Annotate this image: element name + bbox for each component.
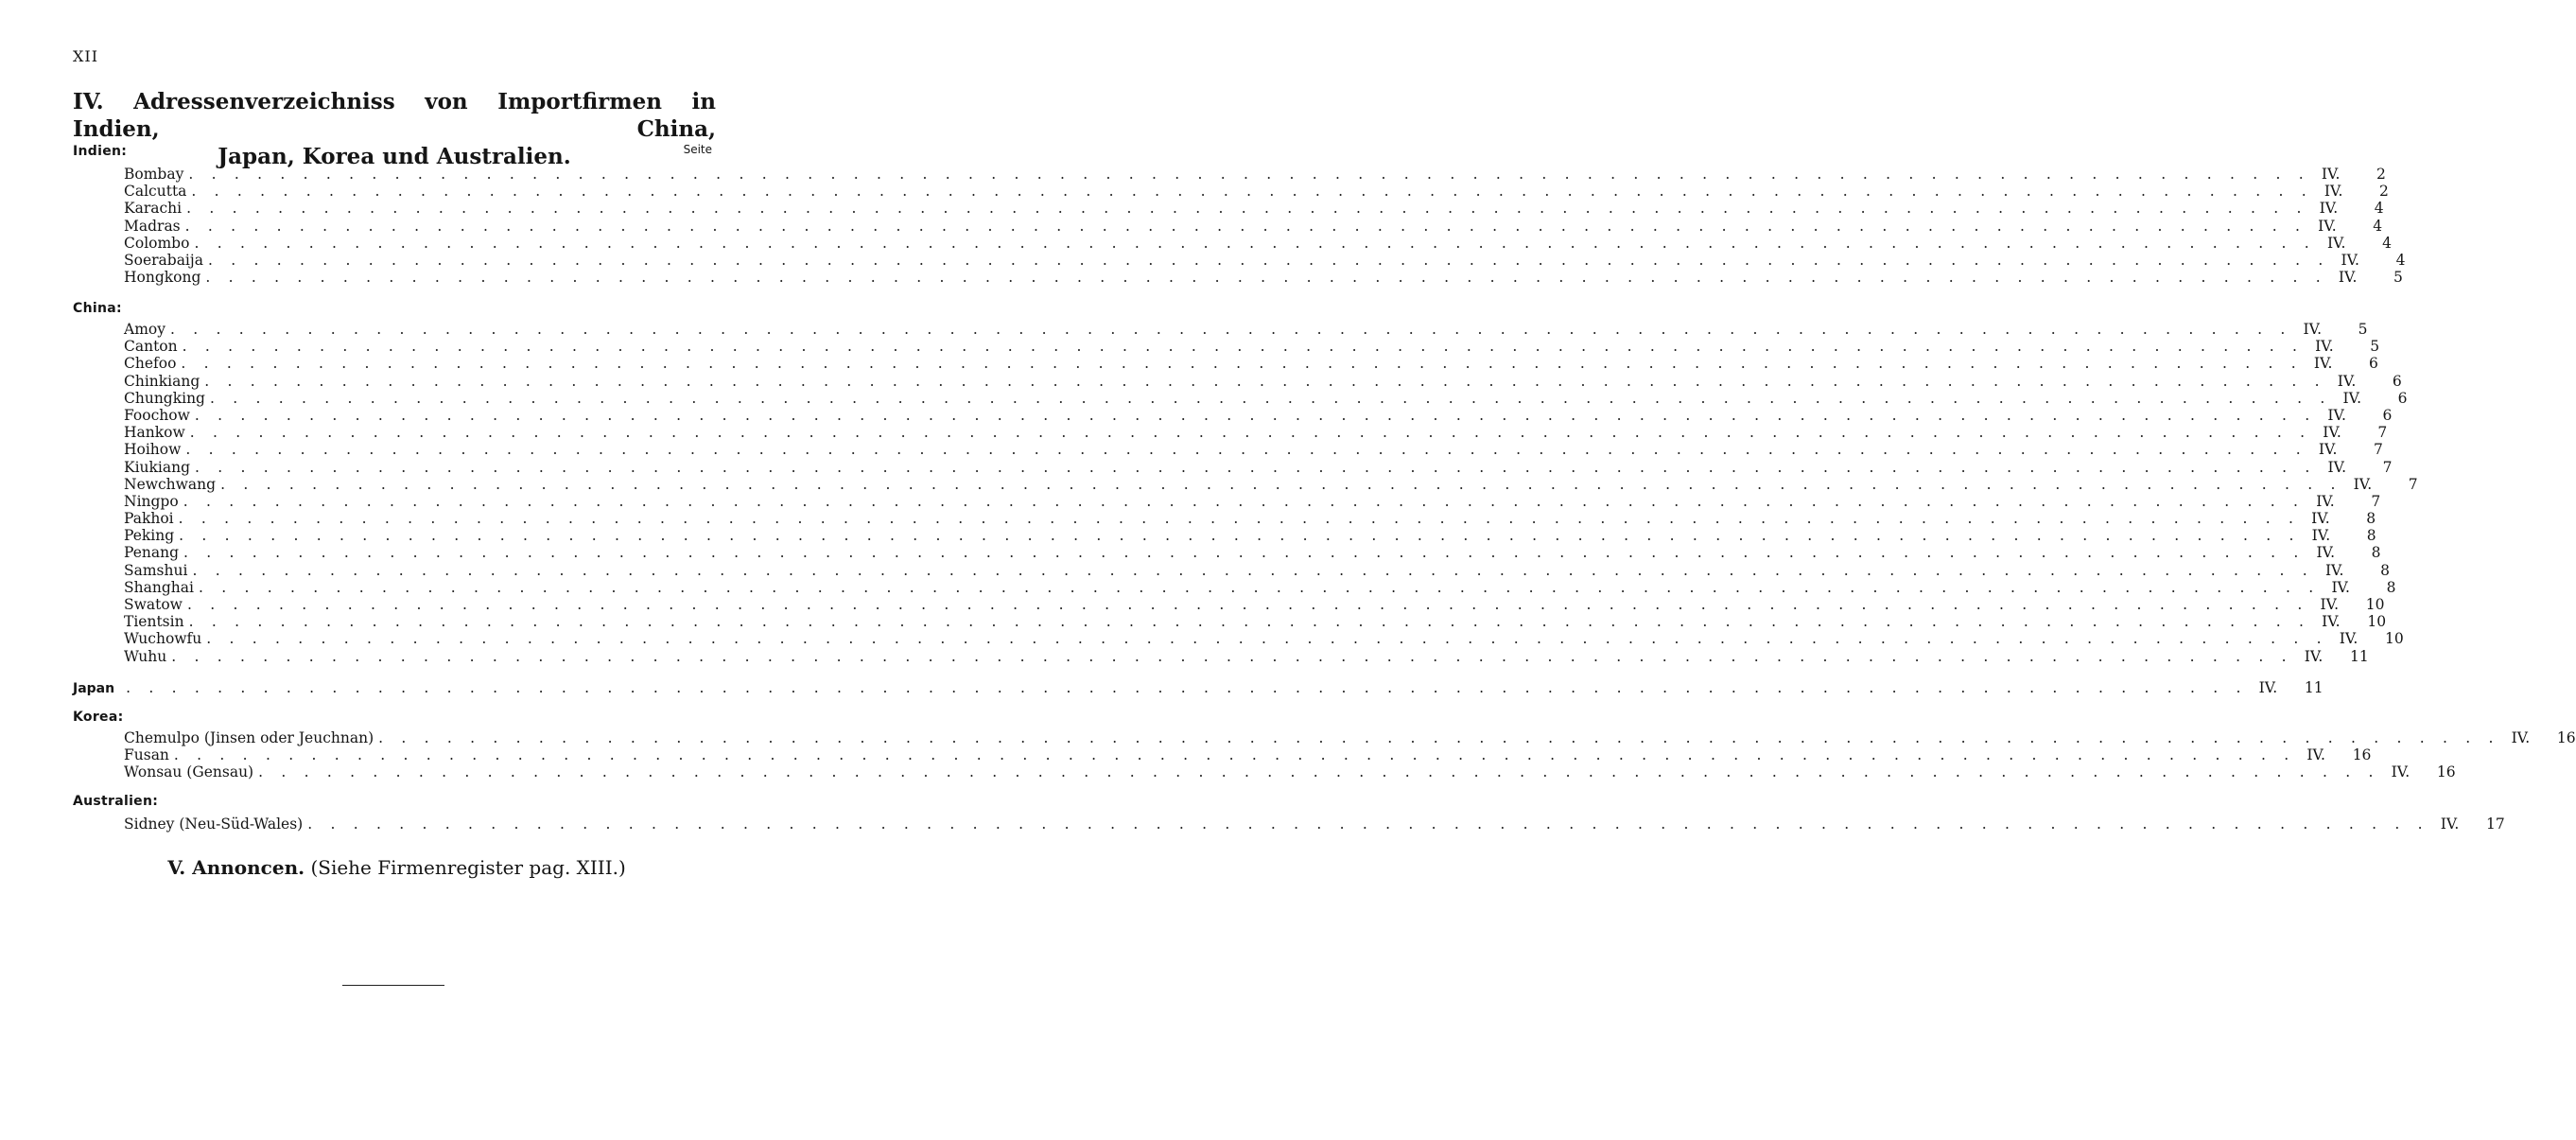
entry-volume: IV.: [2337, 372, 2357, 390]
region-label-china: China:: [73, 301, 122, 316]
entry-name: Karachi: [124, 200, 186, 217]
entry-page: 11: [2350, 647, 2369, 665]
japan-entry-list: [73, 679, 2324, 696]
list-item: [124, 763, 2456, 781]
seite-column-label: Seite: [683, 143, 712, 156]
dot-leader: . . . . . . . . . . . . . . . . . . . . . . . . . . . . . . . . . . . . . . . . . . . . . . . . . . . . . . . . . . . . . . . . . . . . . . . . . . . . . . . . . . . . . . . . . . . . .: [207, 251, 2330, 269]
dot-leader: . . . . . . . . . . . . . . . . . . . . . . . . . . . . . . . . . . . . . . . . . . . . . . . . . . . . . . . . . . . . . . . . . . . . . . . . . . . . . . . . . . . . . . . . . . . . .: [126, 679, 2248, 696]
dot-leader: . . . . . . . . . . . . . . . . . . . . . . . . . . . . . . . . . . . . . . . . . . . . . . . . . . . . . . . . . . . . . . . . . . . . . . . . . . . . . . . . . . . . . . . . . . . . .: [186, 200, 2308, 218]
entry-page: 4: [2374, 200, 2384, 218]
entry-page: 16: [2352, 746, 2372, 764]
entry-page: 7: [2382, 458, 2393, 476]
entry-volume: IV.: [2321, 166, 2341, 183]
entry-name: Foochow: [124, 407, 195, 424]
dot-leader: . . . . . . . . . . . . . . . . . . . . . . . . . . . . . . . . . . . . . . . . . . . . . . . . . . . . . . . . . . . . . . . . . . . . . . . . . . . . . . . . . . . . . . . . . . . . .: [181, 355, 2303, 373]
entry-volume: IV.: [2303, 321, 2323, 338]
entry-page: 2: [2376, 166, 2386, 183]
entry-name: Ningpo: [124, 493, 183, 510]
dot-leader: . . . . . . . . . . . . . . . . . . . . . . . . . . . . . . . . . . . . . . . . . . . . . . . . . . . . . . . . . . . . . . . . . . . . . . . . . . . . . . . . . . . . . . . . . . . . .: [188, 166, 2310, 183]
entry-name: Calcutta: [124, 183, 191, 200]
region-label-indien: Indien:: [73, 144, 128, 159]
dot-leader: . . . . . . . . . . . . . . . . . . . . . . . . . . . . . . . . . . . . . . . . . . . . . . . . . . . . . . . . . . . . . . . . . . . . . . . . . . . . . . . . . . . . . . . . . . . . .: [258, 763, 2380, 781]
entry-volume: IV.: [2341, 251, 2359, 269]
dot-leader: . . . . . . . . . . . . . . . . . . . . . . . . . . . . . . . . . . . . . . . . . . . . . . . . . . . . . . . . . . . . . . . . . . . . . . . . . . . . . . . . . . . . . . . . . . . . .: [191, 183, 2313, 201]
entry-volume: IV.: [2306, 746, 2325, 764]
entry-volume: IV.: [2391, 763, 2411, 781]
entry-name: Bombay: [124, 166, 188, 183]
annoncen-title: V. Annoncen.: [167, 856, 305, 879]
entry-page: 6: [2382, 406, 2393, 424]
entry-name: Fusan: [124, 746, 174, 763]
dot-leader: . . . . . . . . . . . . . . . . . . . . . . . . . . . . . . . . . . . . . . . . . . . . . . . . . . . . . . . . . . . . . . . . . . . . . . . . . . . . . . . . . . . . . . . . . . . . .: [194, 406, 2317, 424]
entry-page: 4: [2395, 251, 2406, 269]
entry-name: Samshui: [124, 562, 192, 579]
dot-leader: . . . . . . . . . . . . . . . . . . . . . . . . . . . . . . . . . . . . . . . . . . . . . . . . . . . . . . . . . . . . . . . . . . . . . . . . . . . . . . . . . . . . . . . . . . . . .: [378, 729, 2500, 746]
entry-page: 8: [2380, 561, 2390, 579]
list-item: [124, 372, 2402, 390]
list-item: [124, 458, 2393, 476]
list-item: [124, 251, 2406, 269]
list-item: [124, 441, 2383, 459]
entry-page: 5: [2370, 338, 2380, 356]
entry-name: Hankow: [124, 424, 190, 441]
entry-page: 7: [2408, 475, 2418, 493]
list-item: [124, 527, 2376, 545]
entry-name: Amoy: [124, 321, 170, 338]
entry-volume: IV.: [2324, 183, 2343, 201]
dot-leader: . . . . . . . . . . . . . . . . . . . . . . . . . . . . . . . . . . . . . . . . . . . . . . . . . . . . . . . . . . . . . . . . . . . . . . . . . . . . . . . . . . . . . . . . . . . . .: [173, 746, 2296, 764]
dot-leader: . . . . . . . . . . . . . . . . . . . . . . . . . . . . . . . . . . . . . . . . . . . . . . . . . . . . . . . . . . . . . . . . . . . . . . . . . . . . . . . . . . . . . . . . . . . . .: [205, 269, 2327, 287]
entry-volume: IV.: [2258, 679, 2278, 696]
entry-page: 7: [2371, 492, 2381, 510]
dot-leader: . . . . . . . . . . . . . . . . . . . . . . . . . . . . . . . . . . . . . . . . . . . . . . . . . . . . . . . . . . . . . . . . . . . . . . . . . . . . . . . . . . . . . . . . . . . . .: [183, 492, 2306, 510]
australien-entry-list: [124, 816, 2505, 833]
dot-leader: . . . . . . . . . . . . . . . . . . . . . . . . . . . . . . . . . . . . . . . . . . . . . . . . . . . . . . . . . . . . . . . . . . . . . . . . . . . . . . . . . . . . . . . . . . . . .: [220, 475, 2342, 493]
list-item: [124, 406, 2393, 424]
annoncen-note: (Siehe Firmenregister pag. XIII.): [310, 856, 626, 879]
list-item: [124, 510, 2376, 528]
entry-name: Hoihow: [124, 441, 185, 458]
list-item: [124, 729, 2576, 746]
entry-volume: IV.: [2315, 338, 2334, 356]
entry-page: 2: [2379, 183, 2389, 201]
list-item: [73, 679, 2324, 696]
list-item: [124, 630, 2404, 648]
list-item: [124, 424, 2388, 442]
entry-volume: IV.: [2316, 492, 2335, 510]
dot-leader: . . . . . . . . . . . . . . . . . . . . . . . . . . . . . . . . . . . . . . . . . . . . . . . . . . . . . . . . . . . . . . . . . . . . . . . . . . . . . . . . . . . . . . . . . . . . .: [195, 458, 2317, 476]
entry-page: 8: [2371, 544, 2381, 562]
list-item: [124, 613, 2387, 631]
entry-page: 16: [2556, 729, 2576, 746]
entry-page: 8: [2366, 527, 2376, 545]
entry-name: Wuchowfu: [124, 630, 206, 647]
entry-volume: IV.: [2440, 816, 2460, 833]
entry-page: 5: [2393, 269, 2403, 287]
dot-leader: . . . . . . . . . . . . . . . . . . . . . . . . . . . . . . . . . . . . . . . . . . . . . . . . . . . . . . . . . . . . . . . . . . . . . . . . . . . . . . . . . . . . . . . . . . . . .: [206, 630, 2328, 648]
entry-volume: IV.: [2327, 406, 2346, 424]
dot-leader: . . . . . . . . . . . . . . . . . . . . . . . . . . . . . . . . . . . . . . . . . . . . . . . . . . . . . . . . . . . . . . . . . . . . . . . . . . . . . . . . . . . . . . . . . . . . .: [209, 389, 2332, 407]
entry-volume: IV.: [2318, 441, 2338, 459]
list-item: [124, 269, 2403, 287]
entry-volume: IV.: [2353, 475, 2373, 493]
dot-leader: . . . . . . . . . . . . . . . . . . . . . . . . . . . . . . . . . . . . . . . . . . . . . . . . . . . . . . . . . . . . . . . . . . . . . . . . . . . . . . . . . . . . . . . . . . . . .: [204, 372, 2326, 390]
dot-leader: . . . . . . . . . . . . . . . . . . . . . . . . . . . . . . . . . . . . . . . . . . . . . . . . . . . . . . . . . . . . . . . . . . . . . . . . . . . . . . . . . . . . . . . . . . . . .: [183, 544, 2306, 562]
entry-page: 4: [2373, 217, 2383, 235]
list-item: [124, 217, 2383, 235]
entry-name: Newchwang: [124, 476, 220, 493]
entry-name: Soerabaija: [124, 252, 208, 269]
entry-name: Shanghai: [124, 579, 199, 596]
list-item: [124, 596, 2385, 613]
entry-volume: IV.: [2326, 234, 2346, 252]
entry-volume: IV.: [2324, 561, 2344, 579]
list-item: [124, 355, 2378, 373]
entry-page: 10: [2365, 596, 2385, 613]
list-item: [124, 321, 2368, 338]
list-item: [124, 816, 2505, 833]
entry-volume: IV.: [2327, 458, 2347, 476]
entry-volume: IV.: [2342, 389, 2362, 407]
entry-name: Canton: [124, 338, 183, 355]
dot-leader: . . . . . . . . . . . . . . . . . . . . . . . . . . . . . . . . . . . . . . . . . . . . . . . . . . . . . . . . . . . . . . . . . . . . . . . . . . . . . . . . . . . . . . . . . . . . .: [194, 234, 2316, 252]
list-item: [124, 166, 2386, 183]
entry-volume: IV.: [2339, 630, 2358, 648]
entry-page: 7: [2374, 441, 2383, 459]
dot-leader: . . . . . . . . . . . . . . . . . . . . . . . . . . . . . . . . . . . . . . . . . . . . . . . . . . . . . . . . . . . . . . . . . . . . . . . . . . . . . . . . . . . . . . . . . . . . .: [307, 816, 2429, 833]
entry-page: 17: [2485, 816, 2505, 833]
indien-entry-list: [124, 166, 2406, 287]
entry-page: 4: [2382, 234, 2392, 252]
entry-name: Chinkiang: [124, 373, 204, 390]
section-title: [73, 88, 716, 170]
list-item: [124, 389, 2408, 407]
entry-volume: IV.: [2319, 200, 2339, 218]
entry-volume: IV.: [2331, 578, 2350, 596]
entry-name: Wuhu: [124, 648, 171, 665]
entry-volume: IV.: [2318, 217, 2337, 235]
entry-name: Tientsin: [124, 613, 189, 630]
entry-volume: IV.: [2311, 510, 2330, 528]
korea-entry-list: [124, 729, 2576, 781]
list-item: [124, 183, 2389, 201]
entry-page: 6: [2397, 389, 2408, 407]
dot-leader: . . . . . . . . . . . . . . . . . . . . . . . . . . . . . . . . . . . . . . . . . . . . . . . . . . . . . . . . . . . . . . . . . . . . . . . . . . . . . . . . . . . . . . . . . . . . .: [171, 647, 2293, 665]
dot-leader: . . . . . . . . . . . . . . . . . . . . . . . . . . . . . . . . . . . . . . . . . . . . . . . . . . . . . . . . . . . . . . . . . . . . . . . . . . . . . . . . . . . . . . . . . . . . .: [178, 510, 2301, 528]
region-label-korea: Korea:: [73, 710, 124, 725]
entry-page: 8: [2386, 578, 2396, 596]
entry-volume: IV.: [2320, 596, 2340, 613]
entry-name: Swatow: [124, 596, 187, 613]
entry-page: 11: [2304, 679, 2324, 696]
entry-page: 6: [2369, 355, 2378, 373]
entry-name: Wonsau (Gensau): [124, 763, 258, 780]
dot-leader: . . . . . . . . . . . . . . . . . . . . . . . . . . . . . . . . . . . . . . . . . . . . . . . . . . . . . . . . . . . . . . . . . . . . . . . . . . . . . . . . . . . . . . . . . . . . .: [192, 561, 2314, 579]
china-entry-list: [124, 321, 2418, 665]
section-title-line1: IV. Adressenverzeichniss von Importfirmen in Indien, China,: [73, 89, 716, 142]
entry-volume: IV.: [2316, 544, 2336, 562]
list-item: [124, 578, 2396, 596]
entry-name: Hongkong: [124, 269, 205, 286]
entry-name: Sidney (Neu-Süd-Wales): [124, 816, 307, 833]
entry-name: Chungking: [124, 390, 210, 407]
dot-leader: . . . . . . . . . . . . . . . . . . . . . . . . . . . . . . . . . . . . . . . . . . . . . . . . . . . . . . . . . . . . . . . . . . . . . . . . . . . . . . . . . . . . . . . . . . . . .: [185, 441, 2307, 459]
entry-name: Peking: [124, 527, 179, 544]
entry-name: Madras: [124, 218, 185, 235]
section-title-line2: Japan, Korea und Australien.: [218, 144, 571, 169]
dot-leader: . . . . . . . . . . . . . . . . . . . . . . . . . . . . . . . . . . . . . . . . . . . . . . . . . . . . . . . . . . . . . . . . . . . . . . . . . . . . . . . . . . . . . . . . . . . . .: [184, 217, 2307, 235]
dot-leader: . . . . . . . . . . . . . . . . . . . . . . . . . . . . . . . . . . . . . . . . . . . . . . . . . . . . . . . . . . . . . . . . . . . . . . . . . . . . . . . . . . . . . . . . . . . . .: [179, 527, 2301, 545]
entry-name: Chefoo: [124, 355, 181, 372]
entry-volume: IV.: [2511, 729, 2531, 746]
list-item: [124, 544, 2381, 562]
entry-name: Colombo: [124, 235, 194, 252]
entry-page: 6: [2392, 372, 2402, 390]
entry-name: Japan: [73, 680, 126, 697]
entry-page: 8: [2366, 510, 2376, 528]
entry-volume: IV.: [2304, 647, 2324, 665]
dot-leader: . . . . . . . . . . . . . . . . . . . . . . . . . . . . . . . . . . . . . . . . . . . . . . . . . . . . . . . . . . . . . . . . . . . . . . . . . . . . . . . . . . . . . . . . . . . . .: [182, 338, 2305, 356]
entry-page: 5: [2358, 321, 2368, 338]
list-item: [124, 746, 2372, 764]
annoncen-heading: [0, 856, 793, 879]
entry-page: 10: [2367, 613, 2387, 631]
entry-name: Pakhoi: [124, 510, 179, 527]
list-item: [124, 338, 2380, 356]
dot-leader: . . . . . . . . . . . . . . . . . . . . . . . . . . . . . . . . . . . . . . . . . . . . . . . . . . . . . . . . . . . . . . . . . . . . . . . . . . . . . . . . . . . . . . . . . . . . .: [186, 596, 2309, 613]
dot-leader: . . . . . . . . . . . . . . . . . . . . . . . . . . . . . . . . . . . . . . . . . . . . . . . . . . . . . . . . . . . . . . . . . . . . . . . . . . . . . . . . . . . . . . . . . . . . .: [189, 424, 2312, 442]
end-rule-divider: [342, 985, 444, 986]
region-label-australien: Australien:: [73, 794, 159, 809]
entry-page: 7: [2377, 424, 2388, 442]
page-number: XII: [73, 47, 99, 65]
entry-name: Chemulpo (Jinsen oder Jeuchnan): [124, 729, 378, 746]
entry-volume: IV.: [2323, 424, 2341, 442]
entry-volume: IV.: [2338, 269, 2358, 287]
entry-volume: IV.: [2311, 527, 2331, 545]
entry-volume: IV.: [2313, 355, 2333, 373]
entry-name: Penang: [124, 544, 183, 561]
list-item: [124, 475, 2418, 493]
list-item: [124, 234, 2392, 252]
entry-name: Kiukiang: [124, 459, 195, 476]
entry-volume: IV.: [2322, 613, 2341, 631]
dot-leader: . . . . . . . . . . . . . . . . . . . . . . . . . . . . . . . . . . . . . . . . . . . . . . . . . . . . . . . . . . . . . . . . . . . . . . . . . . . . . . . . . . . . . . . . . . . . .: [169, 321, 2292, 338]
dot-leader: . . . . . . . . . . . . . . . . . . . . . . . . . . . . . . . . . . . . . . . . . . . . . . . . . . . . . . . . . . . . . . . . . . . . . . . . . . . . . . . . . . . . . . . . . . . . .: [188, 613, 2311, 631]
list-item: [124, 561, 2390, 579]
list-item: [124, 200, 2384, 218]
list-item: [124, 647, 2369, 665]
entry-page: 10: [2385, 630, 2404, 648]
dot-leader: . . . . . . . . . . . . . . . . . . . . . . . . . . . . . . . . . . . . . . . . . . . . . . . . . . . . . . . . . . . . . . . . . . . . . . . . . . . . . . . . . . . . . . . . . . . . .: [198, 578, 2321, 596]
entry-page: 16: [2436, 763, 2456, 781]
list-item: [124, 492, 2381, 510]
